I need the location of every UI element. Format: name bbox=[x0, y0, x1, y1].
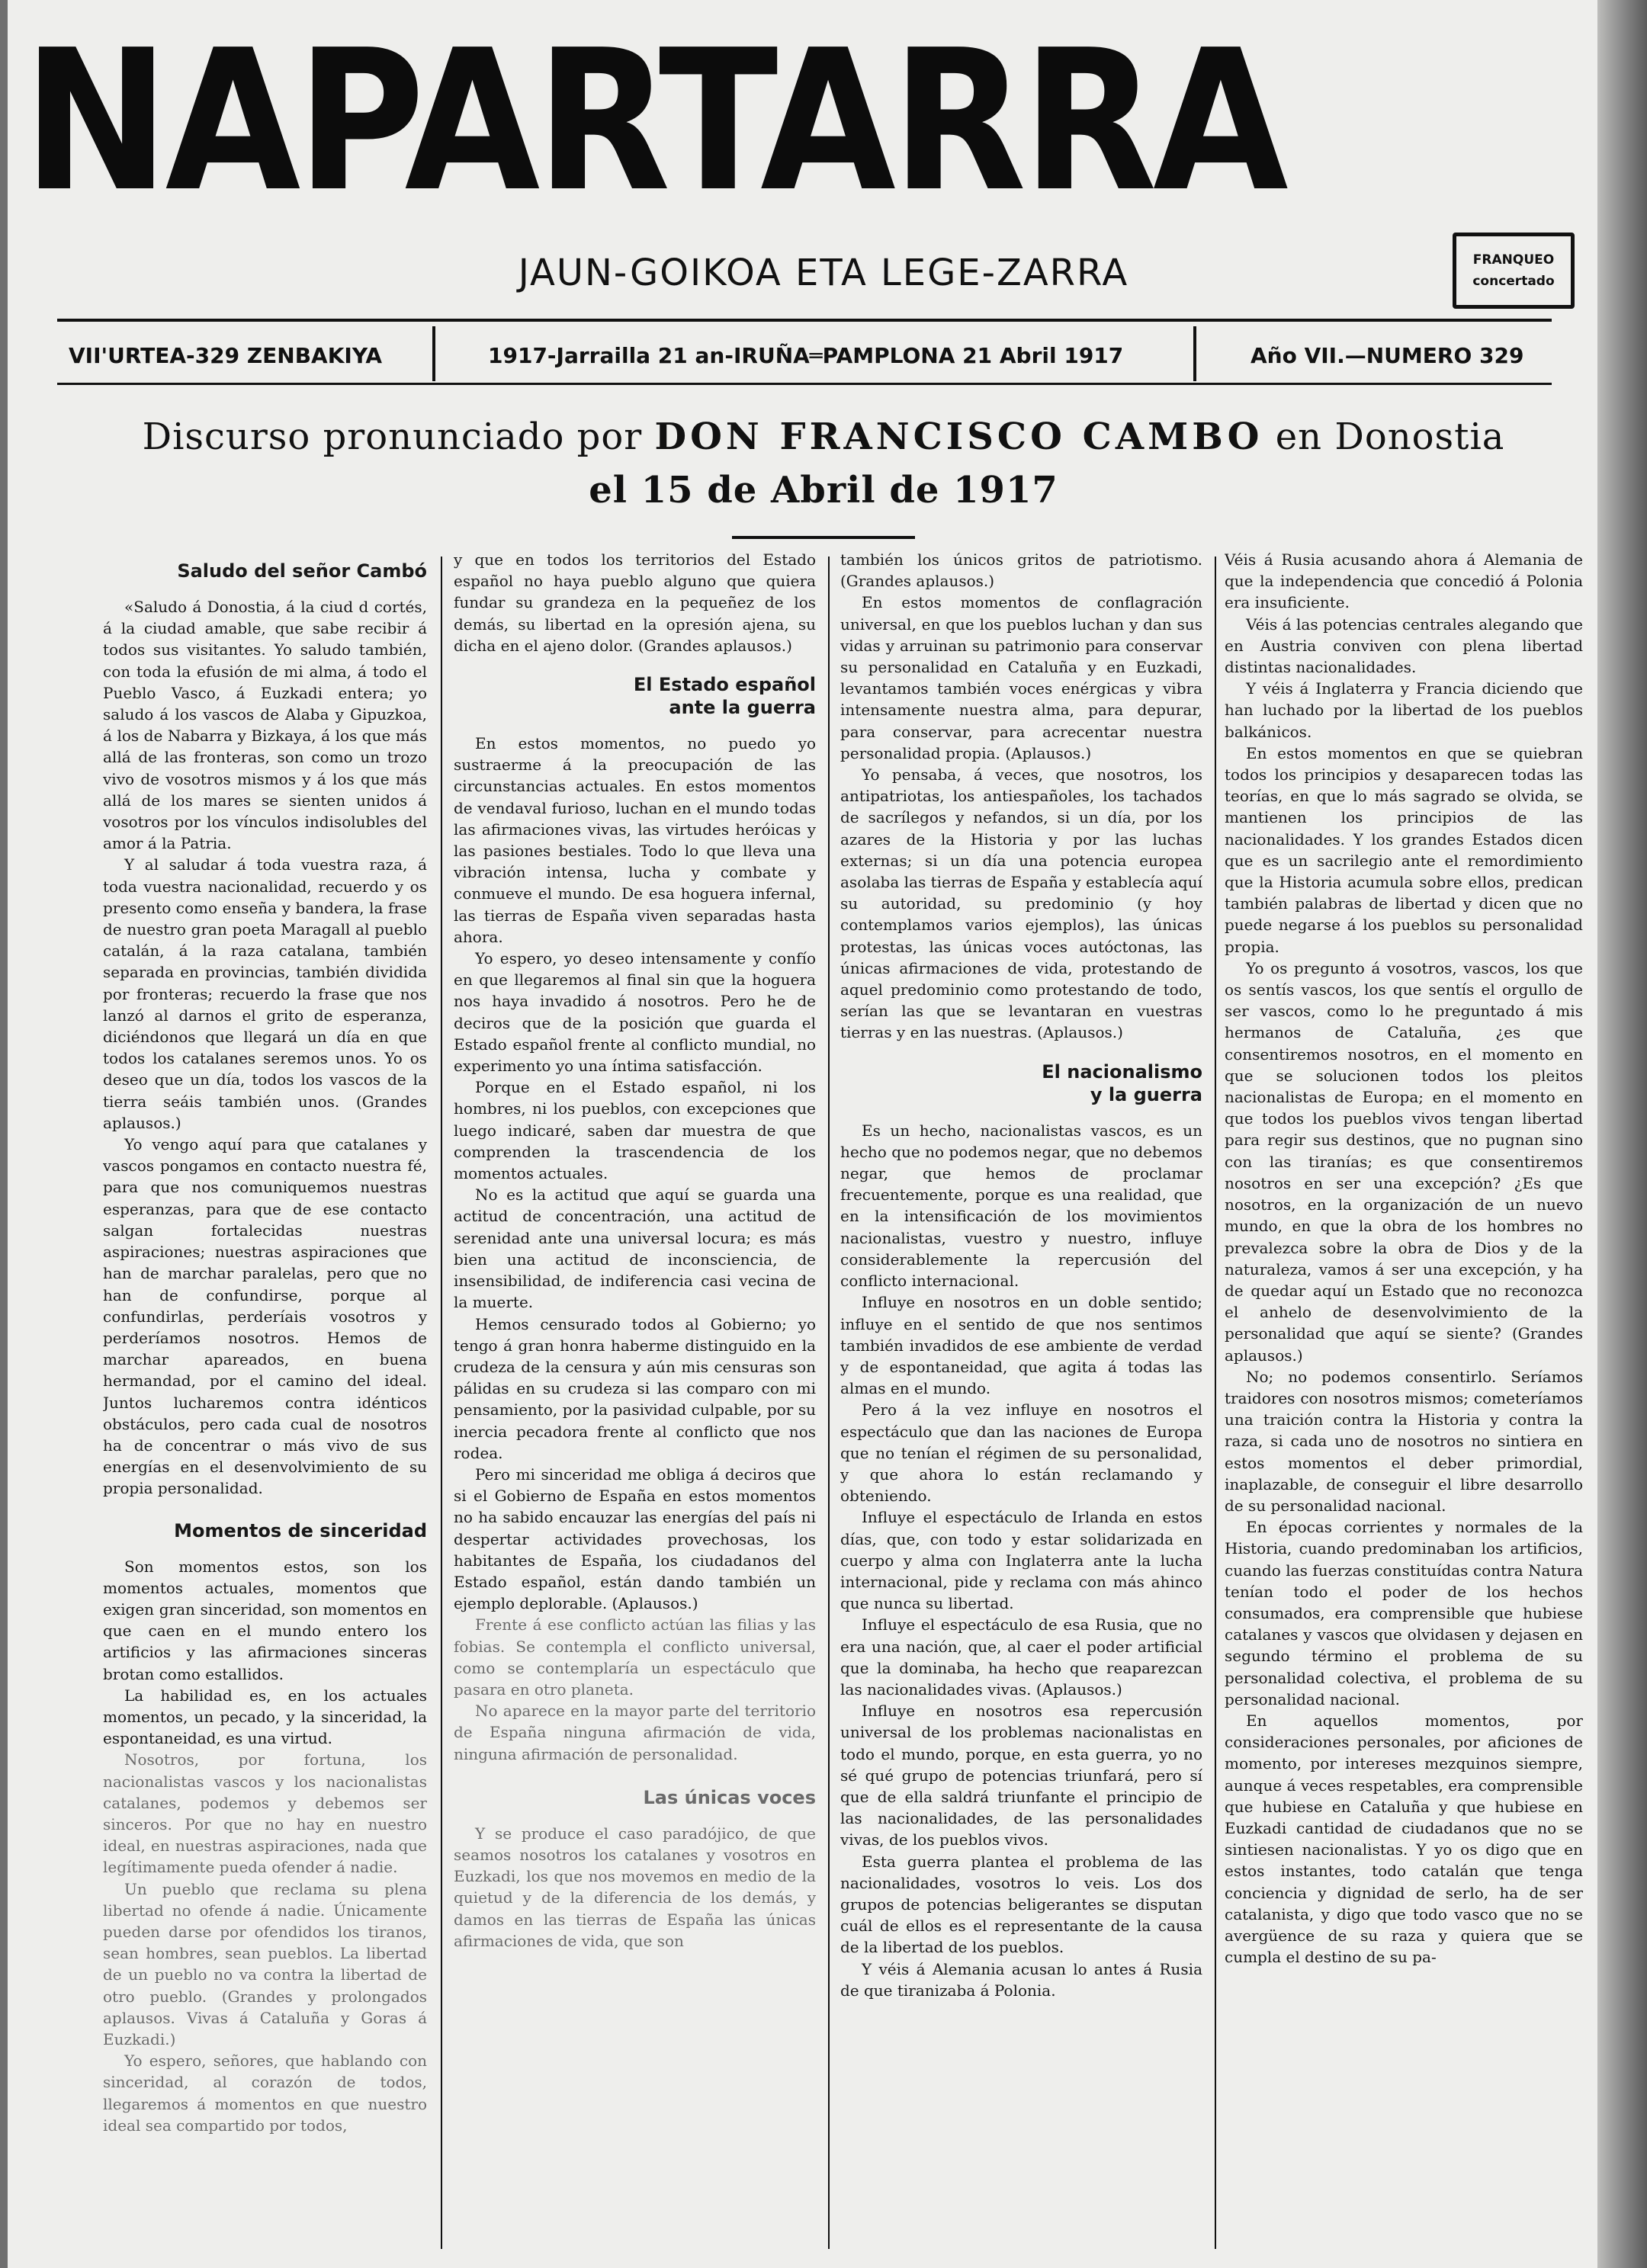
paragraph: Y al saludar á toda vuestra raza, á toda vuestra nacionalidad, recuerdo y os presento como enseña y bandera, la frase de nuestro gran poeta Maragall al pueblo catalán, á la raza catalana, también separada en provincias, también dividida por fronteras; recuerdo la frase que nos lanzó al darnos el grito de esperanza, diciéndonos que llegará un día en que todos los catalanes seremos unos. Yo os deseo que un día, todos los vascos de la tierra seáis también unos. (Grandes aplausos.) bbox=[103, 855, 427, 1132]
paragraph: En estos momentos de conflagración universal, en que los pueblos luchan y dan sus vidas y arruinan su patrimonio para conservar su personalidad en Cataluña y en Euzkadi, levantamos también voces enérgicas y vibra intensamente nuestra alma, para depurar, para conservar, para acrecentar nuestra personalidad propia. (Aplausos.) bbox=[840, 593, 1202, 762]
paragraph: Son momentos estos, son los momentos actuales, momentos que exigen gran sinceridad, son momentos en que caen en el mundo entero los artificios y las afirmaciones sinceras brotan como estallidos. bbox=[103, 1557, 427, 1683]
section-heading-unicas-voces: Las únicas voces bbox=[643, 1786, 816, 1808]
paragraph: Véis á Rusia acusando ahora á Alemania de que la independencia que concedió á Polonia era insuficiente. bbox=[1225, 550, 1583, 612]
paragraph: también los únicos gritos de patriotismo. (Grandes aplausos.) bbox=[840, 550, 1202, 591]
paragraph: En estos momentos, no puedo yo sustraerme á la preocupación de las circunstancias actuales. En estos momentos de vendaval furioso, luchan en el mundo todas las afirmaciones vivas, las virtudes heróicas y las pasiones bestiales. Todo lo que lleva una vibración intensa, lucha y combate y conmueve el mundo. De esa hoguera infernal, las tierras de España viven separadas hasta ahora. bbox=[454, 734, 816, 946]
article-column-1 bbox=[103, 549, 427, 2264]
stamp-line-2: concertado bbox=[1472, 274, 1555, 289]
paragraph: No aparece en la mayor parte del territorio de España ninguna afirmación de vida, ninguna afirmación de personalidad. bbox=[454, 1702, 816, 1763]
paragraph: Influye el espectáculo de Irlanda en estos días, que, con todo y estar solidarizada en cuerpo y alma con Inglaterra ante la lucha internacional, pide y reclama con más ahinco que nunca su libertad. bbox=[840, 1508, 1202, 1613]
headline-text-a: Discurso pronunciado por bbox=[142, 415, 643, 458]
article-column-3 bbox=[840, 549, 1202, 2264]
headline-line-1 bbox=[0, 415, 1647, 458]
paragraph: y que en todos los territorios del Estado español no haya pueblo alguno que quiera fundar su grandeza en la pequeñez de los demás, su libertad en la opresión ajena, su dicha en el ajeno dolor. (Grandes aplausos.) bbox=[454, 550, 816, 655]
column-divider-2 bbox=[828, 557, 830, 2249]
paragraph: Yo espero, yo deseo intensamente y confío en que llegaremos al final sin que la hoguera nos haya invadido á nosotros. Pero he de deciros que de la posición que guarda el Estado español frente al conflicto mundial, no experimento yo una íntima satisfacción. bbox=[454, 949, 816, 1076]
column-divider-3 bbox=[1215, 557, 1216, 2249]
paragraph: Hemos censurado todos al Gobierno; yo tengo á gran honra haberme distinguido en la crudeza de la censura y aún mis censuras son pálidas en su crudeza si las comparo con mi pensamiento, por la pasividad culpable, por su inercia pecadora frente al conflicto que nos rodea. bbox=[454, 1314, 816, 1462]
paragraph: Yo pensaba, á veces, que nosotros, los antipatriotas, los antiespañoles, los tachados de sacrílegos y nefandos, si un día, por los azares de la Historia y por las luchas externas; si un día una potencia europea asolaba las tierras de España y establecía aquí su autoridad, su predominio (y hoy contemplamos varios ejemplos), las únicas protestas, las únicas voces autóctonas, las únicas afirmaciones de vida, protestando de aquel predominio como protestando de todo, serían las que se levantaran en vuestras tierras y en las nuestras. (Aplausos.) bbox=[840, 765, 1202, 1042]
paragraph: En épocas corrientes y normales de la Historia, cuando predominaban los artificios, cuando las fuerzas constituídas contra Natura tenían todo el poder de los hechos consumados, era comprensible que hubiese catalanes y vascos que olvidasen y dejasen en segundo término el problema de su personalidad colectiva, el problema de su personalidad nacional. bbox=[1225, 1518, 1583, 1708]
section-heading-estado bbox=[454, 673, 816, 719]
paragraph: Influye en nosotros esa repercusión universal de los problemas nacionalistas en todo el mundo, porque, en esta guerra, yo no sé qué grupo de potencias triunfará, pero sí que de ella saldrá triunfante el principio de las nacionalidades, de las personalidades vivas, de los pueblos vivos. bbox=[840, 1702, 1202, 1849]
info-center: 1917-Jarrailla 21 an-IRUÑA═PAMPLONA 21 Abril 1917 bbox=[488, 343, 1124, 368]
section-heading-nacionalismo bbox=[840, 1060, 1202, 1106]
paragraph: En aquellos momentos, por consideraciones personales, por aficiones de momento, por intereses mezquinos siempre, aunque á veces respetables, era comprensible que hubiese en Cataluña y que hubiese en Euzkadi cantidad de ciudadanos que no se sintiesen nacionalistas. Y yo os digo que en estos instantes, todo catalán que tenga conciencia y dignidad de serlo, ha de ser catalanista, y digo que todo vasco que no se avergüence de su raza y quiera que se cumpla el destino de su pa- bbox=[1225, 1711, 1583, 1967]
paragraph: Influye el espectáculo de esa Rusia, que no era una nación, que, al caer el poder artificial que la dominaba, ha hecho que reaparezcan las nacionalidades vivas. (Aplausos.) bbox=[840, 1615, 1202, 1699]
section-heading-saludo: Saludo del señor Cambó bbox=[177, 560, 427, 582]
heading-line: El Estado español bbox=[633, 674, 816, 696]
paragraph: Frente á ese conflicto actúan las filias y las fobias. Se contempla el conflicto universal, como se contemplaría un espectáculo que pasara en otro planeta. bbox=[454, 1615, 816, 1699]
paragraph: Yo vengo aquí para que catalanes y vascos pongamos en contacto nuestra fé, para que nos comuniquemos nuestras esperanzas, para que de ese contacto salgan fortalecidas nuestras aspiraciones; nuestras aspiraciones que han de marchar paralelas, pero que no han de confundirse, porque al confundirlas, perderíais vosotros y perderíamos nosotros. Hemos de marchar apareados, en buena hermandad, por el camino del ideal. Juntos lucharemos contra idénticos obstáculos, pero cada cual de nosotros ha de concentrar o más vivo de sus energías en el desenvolvimiento de su propia personalidad. bbox=[103, 1135, 427, 1498]
paragraph: En estos momentos en que se quiebran todos los principios y desaparecen todas las teorías, en que lo más sagrado se olvida, se mantienen los principios de las nacionalidades. Y los grandes Estados dicen que es un sacrilegio ante el remordimiento que la Historia acumula sobre ellos, predican también palabras de libertad y dicen que no puede negarse á los pueblos su personalidad propia. bbox=[1225, 743, 1583, 956]
paragraph: No; no podemos consentirlo. Seríamos traidores con nosotros mismos; cometeríamos una traición contra la Historia y contra la raza, si cada uno de nosotros no sintiera en estos momentos el deber primordial, inaplazable, de conseguir el libre desarrollo de su personalidad nacional. bbox=[1225, 1367, 1583, 1515]
masthead-motto: JAUN-GOIKOA ETA LEGE-ZARRA bbox=[518, 252, 1129, 294]
article-column-4 bbox=[1225, 549, 1583, 2264]
paragraph: La habilidad es, en los actuales momentos, un pecado, y la sinceridad, la espontaneidad, es una virtud. bbox=[103, 1686, 427, 1748]
paragraph: Yo os pregunto á vosotros, vascos, los que os sentís vascos, los que sentís el orgullo de ser vascos, como lo he preguntado á mis hermanos de Cataluña, ¿es que consentiremos nosotros, en el momento en que se solucionen todos los pleitos nacionalistas de Europa; en el momento en que todos los pueblos vivos tengan libertad para regir sus destinos, que no pugnan sino con las tiranías; es que consentiremos nosotros en ser una excepción? ¿Es que nosotros, en la organización de un nuevo mundo, en que la obra de los hombres no prevalezca sobre la obra de Dios y de la naturaleza, vamos á ser una excepción, y ha de quedar aquí un Estado que no reconozca el anhelo de desenvolvimiento de la personalidad que aquí se siente? (Grandes aplausos.) bbox=[1225, 958, 1583, 1365]
franqueo-stamp bbox=[1453, 233, 1575, 309]
paragraph: «Saludo á Donostia, á la ciud d cortés, á la ciudad amable, que sabe recibir á todos sus visitantes. Yo saludo también, con toda la efusión de mi alma, á todo el Pueblo Vasco, á Euzkadi entera; yo saludo á los vascos de Alaba y Gipuzkoa, á los de Nabarra y Bizkaya, á los que más allá de las fronteras, son como un trozo vivo de vosotros mismos y á los que más allá de los mares se sienten unidos á vosotros por los vínculos indisolubles del amor á la Patria. bbox=[103, 598, 427, 853]
paragraph: Es un hecho, nacionalistas vascos, es un hecho que no podemos negar, que no debemos negar, que hemos de proclamar frecuentemente, porque es una realidad, que en la intensificación de los movimientos nacionalistas, vuestro y nuestro, influye considerablemente la repercusión del conflicto internacional. bbox=[840, 1121, 1202, 1291]
heading-line: El nacionalismo bbox=[1042, 1060, 1202, 1083]
info-divider-right bbox=[1193, 326, 1196, 381]
paragraph: Y véis á Inglaterra y Francia diciendo que han luchado por la libertad de los pueblos balkánicos. bbox=[1225, 679, 1583, 741]
headline-text-b: en Donostia bbox=[1275, 415, 1505, 458]
paragraph: Esta guerra plantea el problema de las nacionalidades, vosotros lo veis. Los dos grupos de potencias beligerantes se disputan cuál de ellos es el representante de la causa de la libertad de los pueblos. bbox=[840, 1852, 1202, 1957]
top-rule bbox=[57, 319, 1552, 322]
paragraph: No es la actitud que aquí se guarda una actitud de concentración, una actitud de serenidad ante una universal locura; es más bien una actitud de inconsciencia, de insensibilidad, de indiferencia casi vecina de la muerte. bbox=[454, 1185, 816, 1312]
headline-ornament bbox=[732, 536, 915, 539]
headline-line-2: el 15 de Abril de 1917 bbox=[589, 469, 1058, 512]
column-divider-1 bbox=[441, 557, 442, 2249]
paragraph: Un pueblo que reclama su plena libertad no ofende á nadie. Únicamente pueden darse por ofendidos los tiranos, sean hombres, sean pueblos. La libertad de un pueblo no va contra la libertad de otro pueblo. (Grandes y prolongados aplausos. Vivas á Cataluña y Goras á Euzkadi.) bbox=[103, 1879, 427, 2048]
paragraph: Nosotros, por fortuna, los nacionalistas vascos y los nacionalistas catalanes, podemos y debemos ser sinceros. Por que no hay en nuestro ideal, en nuestras aspiraciones, nada que legítimamente pueda ofender á nadie. bbox=[103, 1750, 427, 1877]
info-divider-left bbox=[432, 326, 435, 381]
info-left: VII'URTEA-329 ZENBAKIYA bbox=[69, 343, 383, 368]
article-column-2 bbox=[454, 549, 816, 2264]
paragraph: Pero á la vez influye en nosotros el espectáculo que dan las naciones de Europa que no tenían el régimen de su personalidad, y que ahora lo están reclamando y obteniendo. bbox=[840, 1400, 1202, 1506]
section-heading-sinceridad: Momentos de sinceridad bbox=[174, 1519, 427, 1541]
paragraph: Pero mi sinceridad me obliga á deciros que si el Gobierno de España en estos momentos no ha sabido encauzar las energías del país ni despertar actividades provechosas, los habitantes de España, los ciudadanos del Estado español, están dando también un ejemplo deplorable. (Aplausos.) bbox=[454, 1464, 816, 1613]
paragraph: Porque en el Estado español, ni los hombres, ni los pueblos, con excepciones que luego indicaré, saben dar muestra de que comprenden la trascendencia de los momentos actuales. bbox=[454, 1078, 816, 1183]
headline-speaker: DON FRANCISCO CAMBO bbox=[654, 415, 1263, 458]
paragraph: Y se produce el caso paradójico, de que seamos nosotros los catalanes y vosotros en Euzkadi, los que nos movemos en medio de la quietud y de la diferencia de los demás, y damos en las tierras de España las únicas afirmaciones de vida, que son bbox=[454, 1824, 816, 1950]
masthead-title: NAPARTARRA bbox=[23, 8, 1285, 235]
stamp-line-1: FRANQUEO bbox=[1472, 252, 1555, 268]
scan-edge bbox=[1597, 0, 1647, 2268]
paragraph: Yo espero, señores, que hablando con sinceridad, al corazón de todos, llegaremos á momentos en que nuestro ideal sea compartido por todos, bbox=[103, 2051, 427, 2135]
heading-line: y la guerra bbox=[1090, 1083, 1202, 1105]
paragraph: Y véis á Alemania acusan lo antes á Rusia de que tiranizaba á Polonia. bbox=[840, 1959, 1202, 2000]
paragraph: Véis á las potencias centrales alegando que en Austria conviven con plena libertad distintas nacionalidades. bbox=[1225, 614, 1583, 677]
info-right: Año VII.—NUMERO 329 bbox=[1250, 343, 1524, 368]
paragraph: Influye en nosotros en un doble sentido; influye en el sentido de que nos sentimos también invadidos de ese ambiente de verdad y de espontaneidad, que agita á todas las almas en el mundo. bbox=[840, 1293, 1202, 1398]
info-bottom-rule bbox=[57, 383, 1552, 385]
heading-line: ante la guerra bbox=[669, 697, 816, 719]
